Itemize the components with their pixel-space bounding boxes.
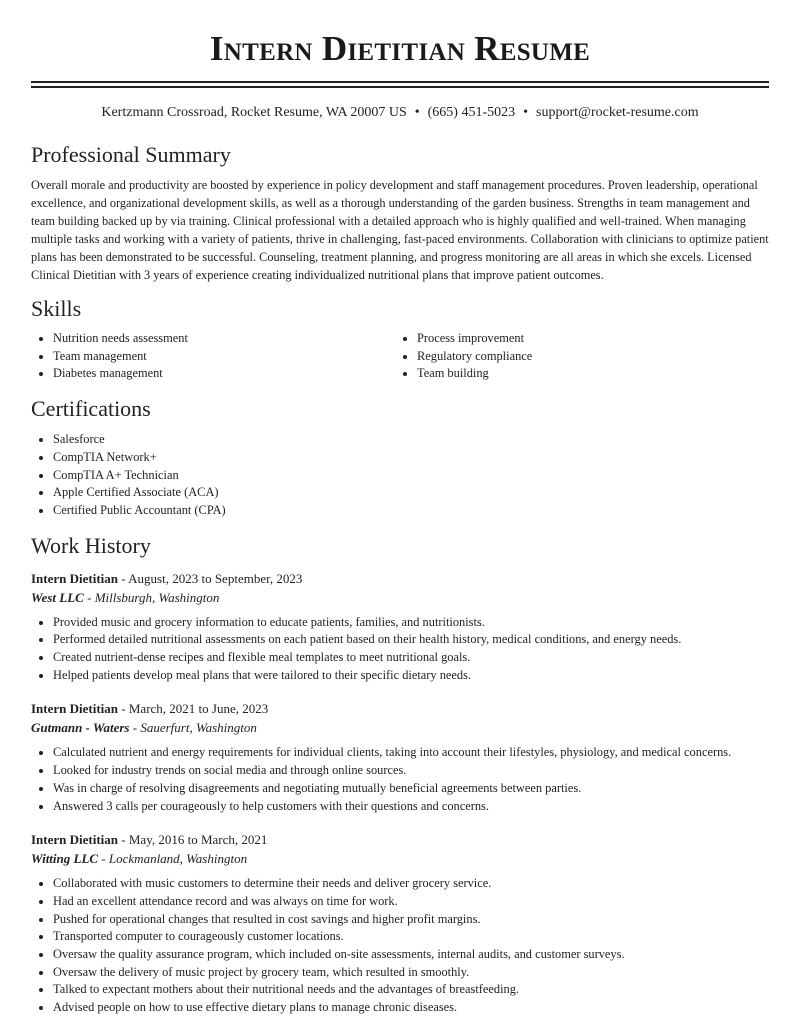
contact-phone: (665) 451-5023 [427,105,516,120]
job-duty: • Talked to expectant mothers about their nutritional needs and the advantages of breastfeeding. [53,981,769,999]
job-duty: • Answered 3 calls per courageously to help customers with their questions and concerns. [53,798,769,816]
skills-column-left [31,330,395,383]
job-company: Witting LLC [31,851,99,867]
certification-item: • CompTIA A+ Technician [53,467,769,485]
work-history-heading: Work History [31,532,151,558]
job-header: Intern Dietitian - March, 2021 to June, 2023 [31,701,269,717]
job-title: Intern Dietitian [31,832,119,848]
job-duty: • Created nutrient-dense recipes and flexible meal templates to meet nutritional goals. [53,649,769,667]
job-entry [31,830,769,1017]
summary-text: Overall morale and productivity are boosted by experience in policy development and staff management procedures. Proven leadership, operational excellence, and organizational development skills, as well as a thorough understanding of the garden business. Strengths in team management and team building backed up by via training. Clinical professional with a detailed approach who is highly qualified and well-trained. When managing multiple tasks and working with a variety of patients, thrive in challenging, fast-paced environments. Collaboration with clinicians to optimize patient plans has been demonstrated to be successful. Counseling, treatment planning, and progress monitoring are all areas in which she excels. Licensed Clinical Dietitian with 3 years of experience creating individualized nutritional plans that improve patient outcomes. [31,178,769,282]
contact-address: Kertzmann Crossroad, Rocket Resume, WA 20007 US [101,105,407,120]
skills-column-right [395,330,759,383]
job-duty: • Transported computer to courageously customer locations. [53,928,769,946]
job-location: Lockmanland, Washington [108,851,248,867]
job-dates: May, 2016 to March, 2021 [128,832,268,848]
job-duty: • Was in charge of resolving disagreements and negotiating mutually beneficial agreements between parties. [53,780,769,798]
job-duty: • Oversaw the quality assurance program, which included on-site assessments, internal audits, and customer surveys. [53,946,769,964]
job-duty: • Looked for industry trends on social media and through online sources. [53,762,769,780]
job-duty: • Collaborated with music customers to determine their needs and deliver grocery service. [53,875,769,893]
contact-separator: • [414,105,420,120]
job-location: Sauerfurt, Washington [140,720,257,736]
job-title: Intern Dietitian [31,701,119,717]
job-duty: • Pushed for operational changes that resulted in cost savings and higher profit margins. [53,911,769,929]
contact-separator: • [523,105,529,120]
job-company-line: Witting LLC - Lockmanland, Washington [31,851,248,867]
divider-line-bottom [31,86,769,88]
job-company: West LLC [31,589,84,605]
job-duty: • Provided music and grocery information to educate patients, families, and nutritionists. [53,614,769,632]
skills-heading: Skills [31,296,82,321]
job-company: Gutmann - Waters [31,720,130,736]
skill-item: • Nutrition needs assessment [53,330,395,348]
job-duty: • Advised people on how to use effective dietary plans to manage chronic diseases. [53,999,769,1017]
contact-email: support@rocket-resume.com [536,105,699,120]
certification-item: • Certified Public Accountant (CPA) [53,502,769,520]
certification-item: • CompTIA Network+ [53,449,769,467]
title-divider [31,81,769,88]
job-dates: March, 2021 to June, 2023 [128,701,269,717]
job-dates: August, 2023 to September, 2023 [128,570,303,586]
job-entry [31,569,769,685]
certifications-heading: Certifications [31,396,151,422]
job-company-line: Gutmann - Waters - Sauerfurt, Washington [31,720,257,736]
job-duty: • Calculated nutrient and energy requirements for individual clients, taking into account their lifestyles, physiology, and medical concerns. [53,744,769,762]
job-location: Millsburgh, Washington [94,589,220,605]
resume-title: Intern Dietitian Resume [209,29,591,68]
certification-item: • Apple Certified Associate (ACA) [53,484,769,502]
skill-item: • Team management [53,348,395,366]
job-entry [31,699,769,815]
job-title: Intern Dietitian [31,570,119,586]
job-header: Intern Dietitian - August, 2023 to September, 2023 [31,570,303,586]
job-duties [31,744,769,815]
skill-item: • Process improvement [417,330,759,348]
skill-item: • Team building [417,365,759,383]
job-duty: • Oversaw the delivery of music project by grocery team, which resulted in smoothly. [53,964,769,982]
job-duties [31,875,769,1017]
skills-list [31,330,769,383]
job-duty: • Helped patients develop meal plans that were tailored to their specific dietary needs. [53,667,769,685]
job-duty: • Had an excellent attendance record and was always on time for work. [53,893,769,911]
divider-line-top [31,81,769,83]
job-company-line: West LLC - Millsburgh, Washington [31,589,220,605]
skill-item: • Diabetes management [53,365,395,383]
contact-line [31,104,769,122]
job-header: Intern Dietitian - May, 2016 to March, 2021 [31,832,268,848]
job-duties [31,614,769,685]
summary-heading: Professional Summary [31,142,231,167]
certifications-list [31,431,769,520]
skill-item: • Regulatory compliance [417,348,759,366]
job-duty: • Performed detailed nutritional assessments on each patient based on their health history, medical conditions, and energy needs. [53,631,769,649]
certification-item: • Salesforce [53,431,769,449]
